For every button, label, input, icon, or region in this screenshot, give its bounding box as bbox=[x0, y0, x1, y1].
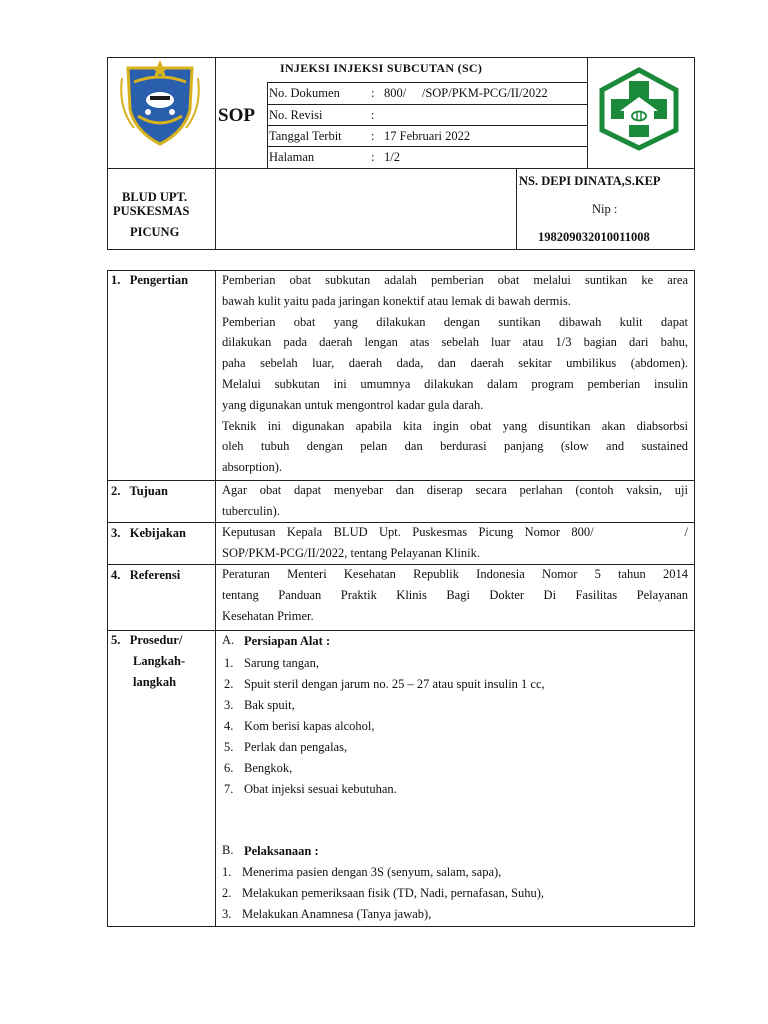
list-item: 5. Perlak dan pengalas, bbox=[224, 740, 348, 754]
org-line-3: PICUNG bbox=[130, 225, 180, 239]
text-line: yang digunakan untuk mengontrol kadar gula darah. bbox=[222, 397, 484, 412]
list-item-text: Kom berisi kapas alcohol, bbox=[244, 719, 375, 733]
section-text-tujuan bbox=[222, 480, 688, 522]
text-line: absorption). bbox=[222, 460, 283, 475]
list-item-text: Spuit steril dengan jarum no. 25 – 27 atau spuit insulin 1 cc, bbox=[244, 677, 545, 691]
field-value-halaman: 1/2 bbox=[384, 150, 400, 164]
nip-value: 198209032010011008 bbox=[538, 230, 650, 244]
text-line: oleh tubuh dengan pelan dan berdurasi panjang (slow and sustained bbox=[222, 439, 688, 454]
text-line: bawah kulit yaitu pada jaringan konektif atau lemak di bawah dermis. bbox=[222, 293, 571, 308]
field-sep-tanggal: : bbox=[371, 129, 375, 143]
regency-emblem bbox=[114, 58, 206, 150]
list-item-text: Obat injeksi sesuai kebutuhan. bbox=[244, 782, 397, 796]
text-line: tuberculin). bbox=[222, 503, 280, 518]
text-line: Pemberian obat subkutan adalah pemberian obat melalui suntikan ke area bbox=[222, 273, 688, 287]
part-b-marker: B. bbox=[222, 843, 234, 857]
list-item: 2. Melakukan pemeriksaan fisik (TD, Nadi, pernafasan, Suhu), bbox=[222, 886, 544, 900]
list-item-text: Bak spuit, bbox=[244, 698, 295, 712]
section-label-prosedur: Langkah- bbox=[133, 654, 186, 668]
signer-name: NS. DEPI DINATA,S.KEP bbox=[519, 174, 661, 188]
section-text-pengertian bbox=[222, 270, 688, 478]
org-line-2: PUSKESMAS bbox=[113, 204, 190, 218]
part-a-marker: A. bbox=[222, 633, 235, 647]
section-text-referensi bbox=[222, 564, 688, 626]
list-item: 1. Sarung tangan, bbox=[224, 656, 319, 670]
puskesmas-logo bbox=[596, 67, 682, 151]
list-item: 3. Bak spuit, bbox=[224, 698, 295, 712]
section-label-prosedur: langkah bbox=[133, 675, 177, 689]
section-label-pengertian: 1. Pengertian bbox=[111, 273, 189, 287]
part-a-title: Persiapan Alat : bbox=[244, 634, 331, 648]
list-item: 3. Melakukan Anamnesa (Tanya jawab), bbox=[222, 907, 432, 921]
field-sep-halaman: : bbox=[371, 150, 375, 164]
field-label-dokumen: No. Dokumen bbox=[269, 86, 340, 100]
list-item: 4. Kom berisi kapas alcohol, bbox=[224, 719, 375, 733]
text-line: Peraturan Menteri Kesehatan Republik Indonesia Nomor 5 tahun 2014 bbox=[222, 567, 688, 581]
section-label-prosedur: 5. Prosedur/ bbox=[111, 633, 183, 647]
text-line: Agar obat dapat menyebar dan diserap secara perlahan (contoh vaksin, uji bbox=[222, 483, 688, 497]
text-line: Pemberian obat yang dilakukan dengan suntikan dibawah kulit dapat bbox=[222, 314, 688, 329]
nip-label: Nip : bbox=[592, 202, 618, 216]
org-line-1: BLUD UPT. bbox=[122, 190, 188, 204]
field-label-tanggal: Tanggal Terbit bbox=[269, 129, 342, 143]
list-item: 1. Menerima pasien dengan 3S (senyum, salam, sapa), bbox=[222, 865, 502, 879]
text-line: Melalui subkutan ini umumnya dilakukan dalam program pemberian insulin bbox=[222, 376, 688, 391]
field-label-revisi: No. Revisi bbox=[269, 108, 323, 122]
text-line: Kesehatan Primer. bbox=[222, 608, 314, 623]
list-item: 7. Obat injeksi sesuai kebutuhan. bbox=[224, 782, 397, 796]
list-item-text: Melakukan Anamnesa (Tanya jawab), bbox=[242, 907, 432, 921]
section-label-referensi: 4. Referensi bbox=[111, 568, 181, 582]
section-label-kebijakan: 3. Kebijakan bbox=[111, 526, 187, 540]
text-line: Teknik ini digunakan apabila kita ingin obat yang disuntikan akan diabsorbsi bbox=[222, 418, 688, 433]
list-item: 2. Spuit steril dengan jarum no. 25 – 27 atau spuit insulin 1 cc, bbox=[224, 677, 545, 691]
field-value-tanggal: 17 Februari 2022 bbox=[384, 129, 471, 143]
list-item-text: Melakukan pemeriksaan fisik (TD, Nadi, pernafasan, Suhu), bbox=[242, 886, 544, 900]
section-label-tujuan: 2. Tujuan bbox=[111, 484, 168, 498]
field-value-dokumen: 800/ /SOP/PKM-PCG/II/2022 bbox=[384, 86, 548, 100]
text-line: Keputusan Kepala BLUD Upt. Puskesmas Picung Nomor 800/ / bbox=[222, 525, 688, 539]
list-item: 6. Bengkok, bbox=[224, 761, 293, 775]
text-line: dilakukan pada daerah lengan atas sebelah luar atau 1/3 bagian dari bahu, bbox=[222, 335, 688, 350]
sop-label: SOP bbox=[218, 105, 255, 126]
list-item-text: Bengkok, bbox=[244, 761, 293, 775]
section-text-kebijakan bbox=[222, 522, 688, 564]
document-title: INJEKSI INJEKSI SUBCUTAN (SC) bbox=[280, 61, 483, 75]
list-item-text: Sarung tangan, bbox=[244, 656, 319, 670]
list-item-text: Perlak dan pengalas, bbox=[244, 740, 348, 754]
field-sep-dokumen: : bbox=[371, 86, 375, 100]
part-b-title: Pelaksanaan : bbox=[244, 844, 319, 858]
text-line: paha sebelah luar, daerah dada, dan daerah sekitar umbilikus (abdomen). bbox=[222, 356, 688, 371]
list-item-text: Menerima pasien dengan 3S (senyum, salam, sapa), bbox=[242, 865, 502, 879]
field-label-halaman: Halaman bbox=[269, 150, 315, 164]
text-line: tentang Panduan Praktik Klinis Bagi Dokter Di Fasilitas Pelayanan bbox=[222, 587, 688, 602]
field-sep-revisi: : bbox=[371, 108, 375, 122]
text-line: SOP/PKM-PCG/II/2022, tentang Pelayanan Klinik. bbox=[222, 545, 480, 560]
